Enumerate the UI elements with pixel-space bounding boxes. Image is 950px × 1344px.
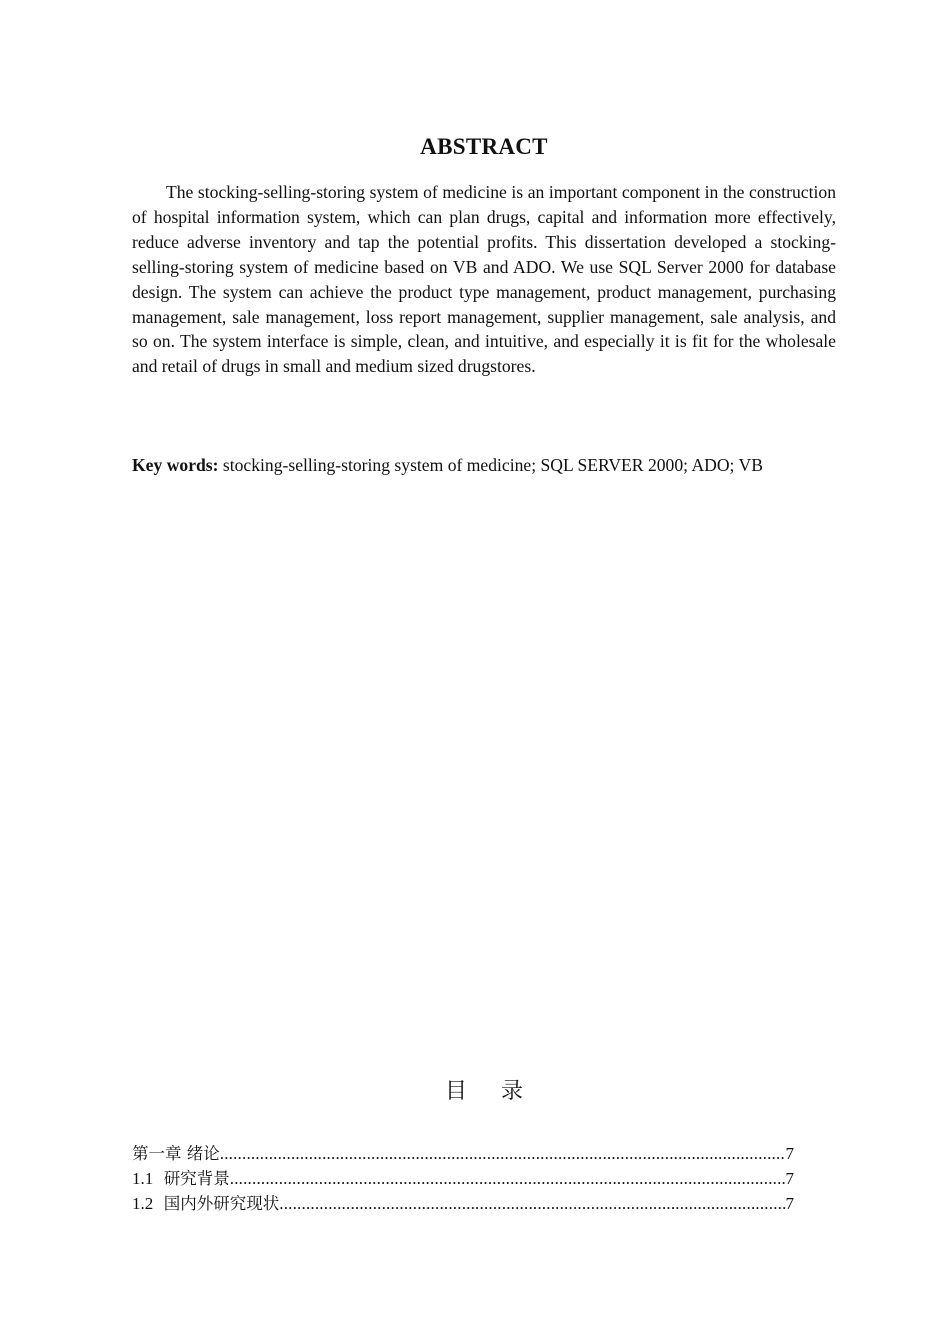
toc-entry-page: 7: [785, 1193, 794, 1213]
toc-list: [132, 1142, 794, 1216]
toc-entry-chapter-1[interactable]: [132, 1142, 794, 1167]
toc-leader-dots: [220, 1142, 786, 1167]
abstract-paragraph: The stocking-selling-storing system of medicine is an important component in the construction of hospital information system, which can plan drugs, capital and information more effectively, reduce adverse inventory and tap the potential profits. This dissertation developed a stocking-selling-storing system of medicine based on VB and ADO. We use SQL Server 2000 for database design. The system can achieve the product type management, product management, purchasing management, sale management, loss report management, supplier management, sale analysis, and so on. The system interface is simple, clean, and intuitive, and especially it is fit for the wholesale and retail of drugs in small and medium sized drugstores.: [132, 182, 836, 377]
toc-heading: [0, 1074, 950, 1105]
toc-entry-1-2[interactable]: [132, 1192, 794, 1217]
toc-heading-right: 录: [501, 1079, 524, 1104]
toc-entry-title: 1.1 研究背景: [132, 1168, 230, 1188]
toc-entry-title: 1.2 国内外研究现状: [132, 1193, 280, 1213]
toc-heading-left: 目: [444, 1079, 467, 1104]
keywords-label: Key words:: [132, 455, 219, 475]
keywords-text: stocking-selling-storing system of medicine; SQL SERVER 2000; ADO; VB: [218, 455, 763, 475]
toc-entry-page: 7: [785, 1144, 794, 1163]
abstract-heading: ABSTRACT: [420, 134, 548, 159]
toc-entry-1-1[interactable]: [132, 1167, 794, 1192]
toc-entry-page: 7: [785, 1168, 794, 1188]
toc-leader-dots: [230, 1167, 786, 1192]
keywords-line: [132, 453, 852, 478]
toc-entry-title: 第一章 绪论: [132, 1144, 220, 1163]
toc-leader-dots: [279, 1192, 785, 1217]
